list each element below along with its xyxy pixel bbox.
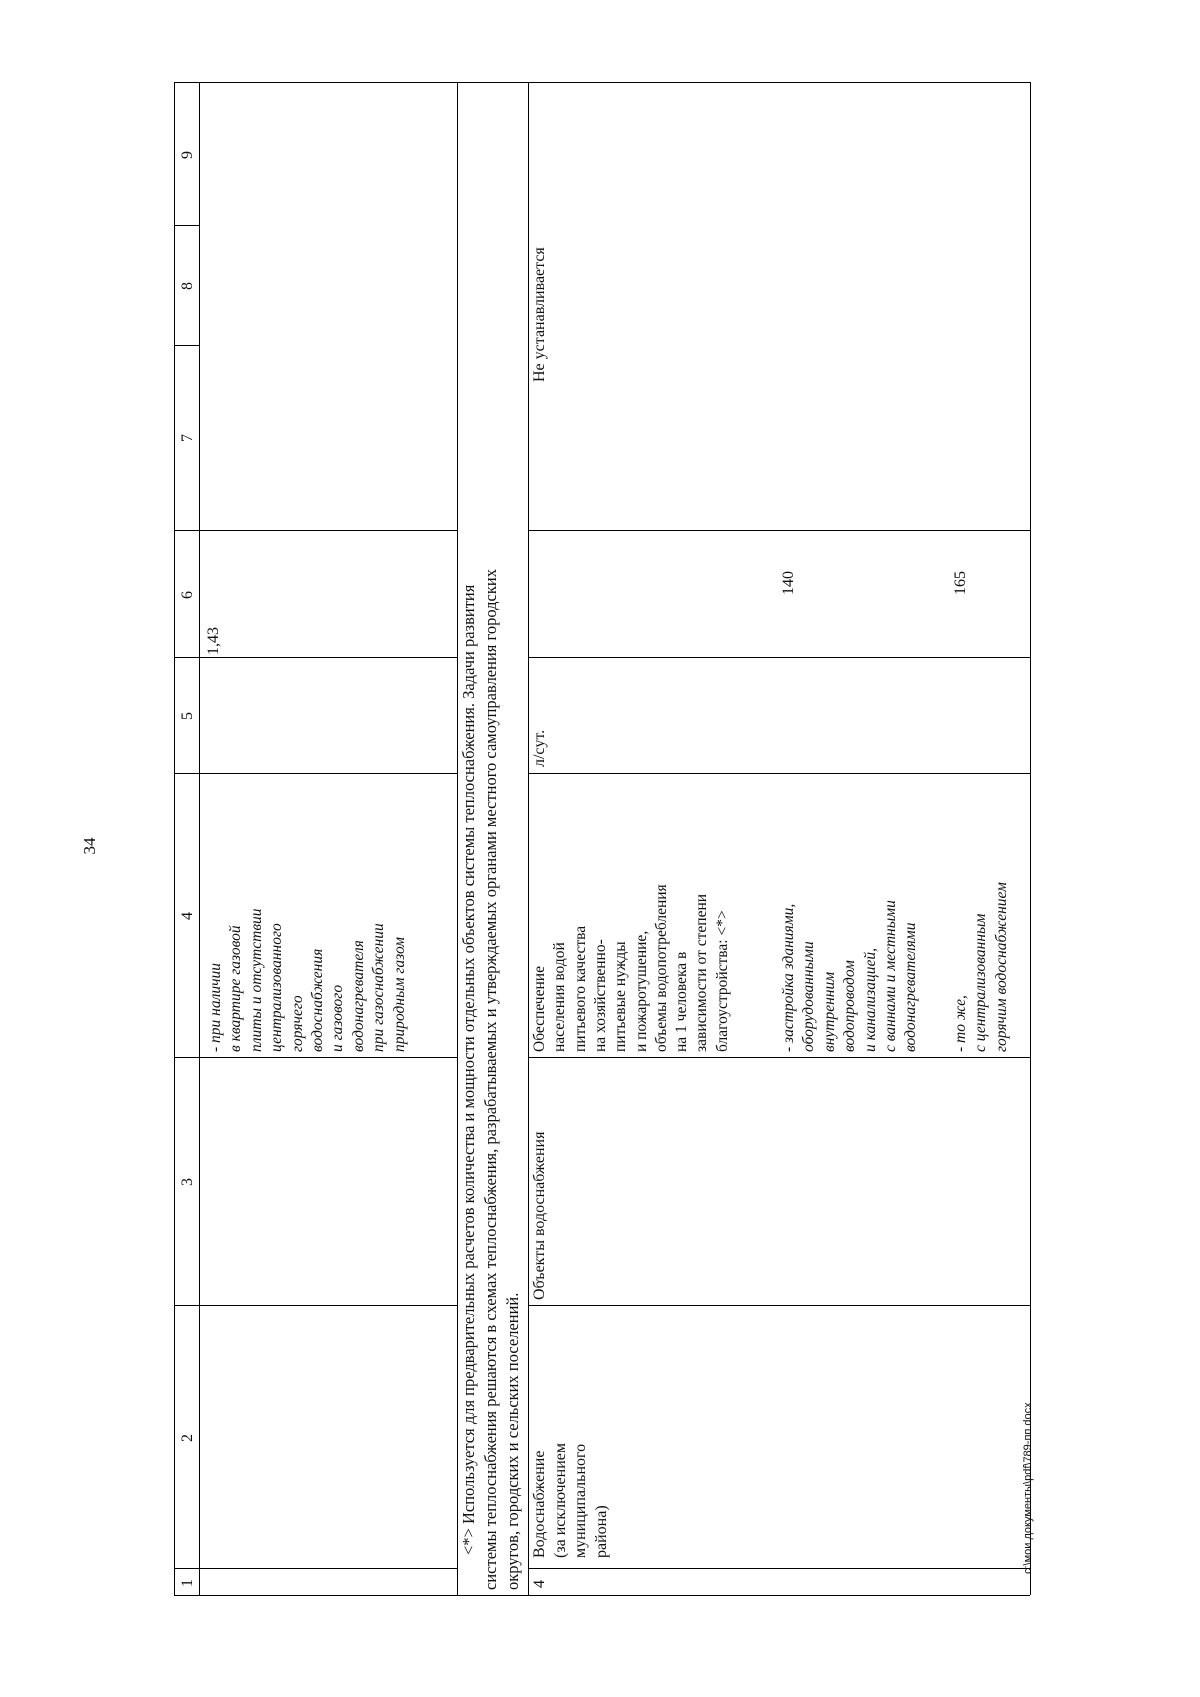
water-row-col-divider-6 <box>528 530 1030 531</box>
header-col-divider-5 <box>174 657 199 658</box>
table-border-right <box>1030 82 1031 1595</box>
table-border-top <box>174 82 1030 83</box>
water-row-col-divider-2 <box>528 1305 1030 1306</box>
header-col-divider-8 <box>174 225 199 226</box>
footnote-line-1: <*> Используется для предварительных расчетов количества и мощности отдельных объектов системы теплоснабжения. Задачи развития <box>459 584 478 1555</box>
water-col2-line-4: района) <box>592 1505 610 1558</box>
water-sub1-line-7: водонагревателями <box>902 922 920 1052</box>
water-col4-line-5: питьевые нужды <box>612 941 630 1052</box>
water-row-col-divider-4 <box>528 773 1030 774</box>
column-number-8: 8 <box>179 282 196 290</box>
water-sub1-line-1: - застройка зданиями, <box>780 903 797 1052</box>
heat-row-col-divider-5 <box>199 657 457 658</box>
water-sub1-line-6: с ваннами и местными <box>882 900 899 1052</box>
heat-col4-line-6: водоснабжения <box>309 948 326 1052</box>
water-sub2-line-3: горячим водоснабжением <box>992 882 1010 1052</box>
water-sub1-line-2: оборудованными <box>800 941 818 1052</box>
column-number-6: 6 <box>179 591 196 599</box>
water-col4-line-8: на 1 человека в <box>673 951 691 1052</box>
water-sub2-line-1: - то же, <box>952 995 969 1052</box>
heat-col4-line-3: плиты и отсутствии <box>247 908 265 1052</box>
water-col789-value: Не устанавливается <box>531 247 548 382</box>
heat-row-col-divider-4 <box>199 773 457 774</box>
column-number-3: 3 <box>179 1178 196 1186</box>
note-band-bottom <box>528 82 529 1595</box>
water-col3: Объекты водоснабжения <box>531 1131 548 1300</box>
heat-row-col-divider-2 <box>199 1305 457 1306</box>
column-number-9: 9 <box>179 151 196 159</box>
water-row-col-divider-5 <box>528 657 1030 658</box>
water-row-col-divider-1 <box>528 1568 1030 1569</box>
water-row-col-divider-3 <box>528 1057 1030 1058</box>
page-number: 34 <box>80 837 99 855</box>
header-band-line <box>199 82 200 1595</box>
column-number-1: 1 <box>179 1579 196 1587</box>
heat-col4-line-10: природным газом <box>390 936 408 1052</box>
heat-col4-line-4: централизованного <box>268 923 286 1052</box>
heat-row-col-divider-6 <box>199 530 457 531</box>
water-col4-line-2: населения водой <box>551 942 569 1052</box>
note-band-top <box>457 82 458 1595</box>
water-col2-line-1: Водоснабжение <box>531 1450 548 1558</box>
heat-col4-line-5: горячего <box>288 995 306 1052</box>
water-sub1-value: 140 <box>780 571 797 595</box>
water-col2-line-2: (за исключением <box>551 1442 569 1558</box>
column-number-4: 4 <box>179 912 196 920</box>
water-sub1-line-3: внутренним <box>820 971 838 1052</box>
water-col4-line-6: и пожаротушение, <box>632 930 650 1052</box>
water-col4-line-7: объемы водопотребления <box>652 884 670 1052</box>
water-col4-line-1: Обеспечение <box>531 966 548 1052</box>
water-col4-line-3: питьевого качества <box>571 925 589 1052</box>
water-sub1-line-5: и канализацией, <box>861 948 879 1052</box>
heat-col4-line-9: при газоснабжении <box>370 923 388 1052</box>
regulation-table <box>174 82 1030 1595</box>
water-row-number: 4 <box>531 1580 548 1588</box>
water-col5-unit: л/сут. <box>531 729 548 767</box>
header-col-divider-7 <box>174 345 199 346</box>
water-col2-line-3: муниципального <box>572 1443 589 1558</box>
column-number-7: 7 <box>179 434 196 442</box>
water-sub1-line-4: водопроводом <box>841 960 859 1052</box>
water-col4-line-9: зависимости от степени <box>693 893 711 1052</box>
heat-col4-line-1: - при наличии <box>207 962 224 1052</box>
header-col-divider-6 <box>174 530 199 531</box>
heat-col4-line-8: водонагревателя <box>349 940 367 1052</box>
footnote-line-3: округов, городских и сельских поселений. <box>503 1292 522 1590</box>
footer-file-path: c:\мои документы\pdf\789-пп.docx <box>1022 1402 1034 1574</box>
header-col-divider-1 <box>174 1568 199 1569</box>
heat-row-col-divider-1 <box>199 1568 457 1569</box>
column-number-2: 2 <box>179 1434 196 1442</box>
water-sub2-value: 165 <box>952 571 969 595</box>
header-col-divider-2 <box>174 1305 199 1306</box>
heat-col4-line-7: и газового <box>329 984 347 1052</box>
footnote-line-2: системы теплоснабжения решаются в схемах теплоснабжения, разрабатываемых и утверждаемых органами местного самоуправления городских <box>481 569 500 1590</box>
water-sub2-line-2: с централизованным <box>972 913 990 1052</box>
water-col4-line-10: благоустройства: <*> <box>713 910 731 1052</box>
table-border-left <box>174 82 175 1595</box>
heat-col4-line-2: в квартире газовой <box>227 925 245 1052</box>
header-col-divider-4 <box>174 773 199 774</box>
header-col-divider-3 <box>174 1057 199 1058</box>
heat-col6-value: 1,43 <box>205 627 222 655</box>
water-col4-line-4: на хозяйственно- <box>591 939 609 1052</box>
column-number-5: 5 <box>179 712 196 720</box>
heat-row-col-divider-3 <box>199 1057 457 1058</box>
table-border-bottom <box>174 1595 1030 1596</box>
